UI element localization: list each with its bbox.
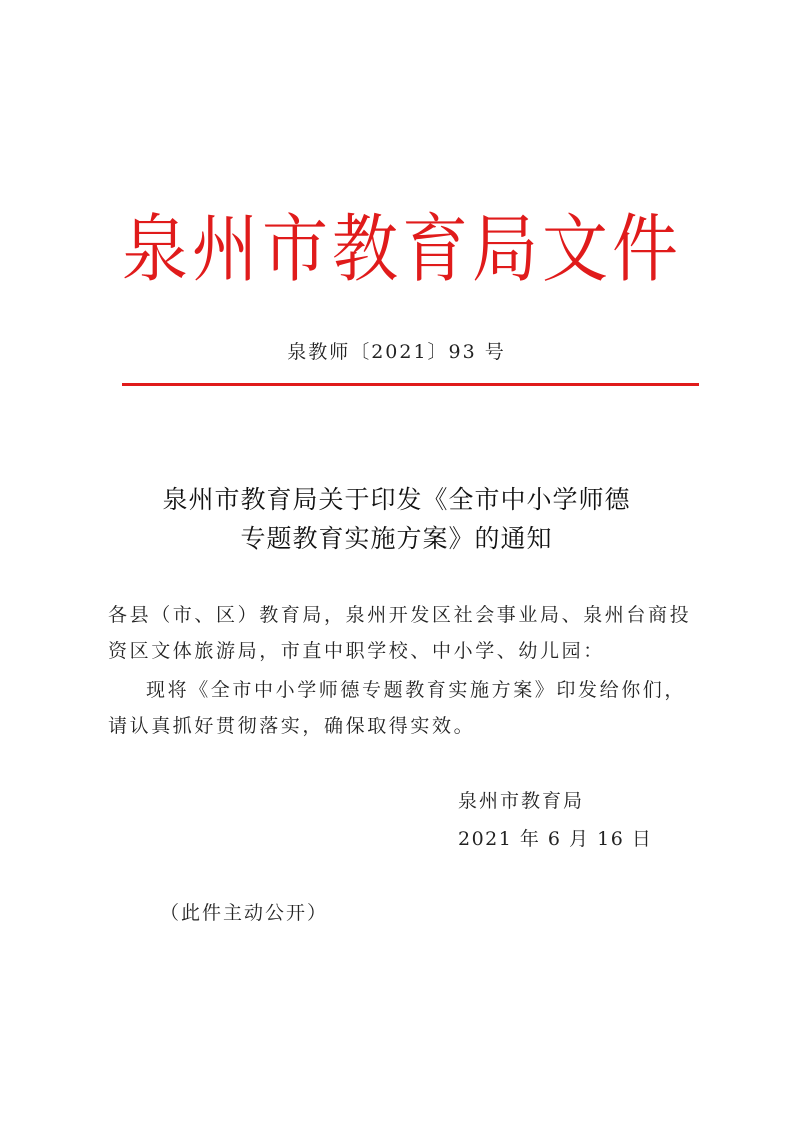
salutation-line-2: 资区文体旅游局，市直中职学校、中小学、幼儿园： (108, 640, 605, 662)
public-disclosure-note: （此件主动公开） (160, 902, 329, 924)
salutation-line-1: 各县（市、区）教育局，泉州开发区社会事业局、泉州台商投 (108, 604, 692, 626)
issue-date: 2021 年 6 月 16 日 (458, 828, 653, 850)
notice-title-line-1: 泉州市教育局关于印发《全市中小学师德 (162, 485, 631, 514)
red-divider-line (122, 383, 699, 386)
notice-title-line-2: 专题教育实施方案》的通知 (240, 524, 553, 553)
body-paragraph-line-2: 请认真抓好贯彻落实，确保取得实效。 (108, 715, 476, 737)
document-number: 泉教师〔2021〕93 号 (287, 341, 506, 363)
body-paragraph-line-1: 现将《全市中小学师德专题教育实施方案》印发给你们， (146, 679, 687, 701)
notice-title (60, 480, 733, 558)
masthead-title: 泉州市教育局文件 (122, 206, 682, 293)
issuer-signature: 泉州市教育局 (458, 790, 585, 812)
